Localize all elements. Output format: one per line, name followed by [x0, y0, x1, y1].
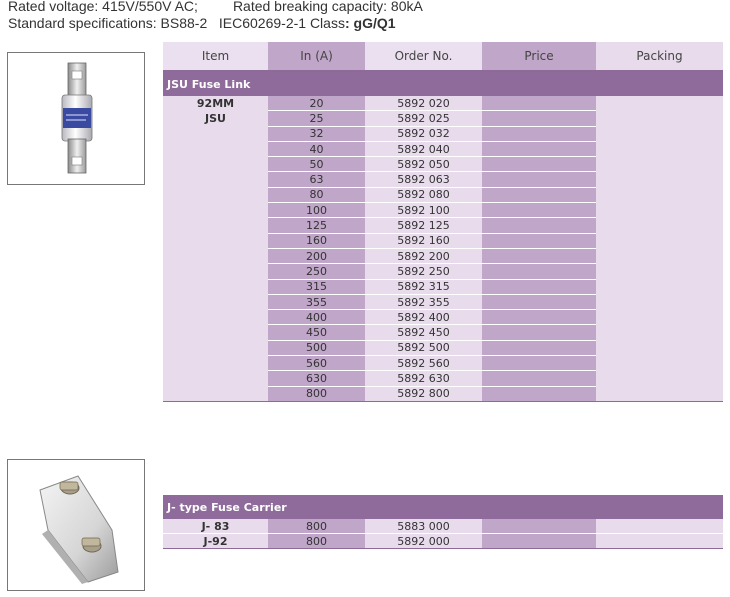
in-cell: 800: [268, 534, 365, 549]
in-cell: 250: [268, 264, 365, 279]
order-no-cell: 5892 080: [365, 187, 482, 202]
table-header-row: [163, 42, 723, 71]
table-row: [163, 294, 723, 309]
price-cell: [482, 371, 596, 386]
table-row: [163, 111, 723, 126]
order-no-cell: 5892 032: [365, 126, 482, 141]
class-value: : gG/Q1: [344, 15, 396, 31]
table-row: [163, 157, 723, 172]
packing-cell: [596, 386, 723, 401]
item-cell: [163, 203, 268, 218]
packing-cell: [596, 126, 723, 141]
item-cell: [163, 126, 268, 141]
packing-cell: [596, 534, 723, 549]
fuse-link-photo: [7, 52, 145, 185]
price-cell: [482, 172, 596, 187]
item-cell: 92MM: [163, 96, 268, 111]
in-cell: 800: [268, 519, 365, 534]
item-cell: [163, 233, 268, 248]
item-cell: [163, 248, 268, 263]
order-no-cell: 5892 315: [365, 279, 482, 294]
table-row: [163, 172, 723, 187]
packing-cell: [596, 264, 723, 279]
order-no-cell: 5892 025: [365, 111, 482, 126]
header-in: In (A): [268, 42, 365, 71]
price-cell: [482, 340, 596, 355]
item-cell: [163, 356, 268, 371]
order-no-cell: 5892 125: [365, 218, 482, 233]
item-cell: [163, 371, 268, 386]
in-cell: 450: [268, 325, 365, 340]
in-cell: 50: [268, 157, 365, 172]
fuse-link-icon: [8, 53, 144, 184]
order-no-cell: 5892 040: [365, 141, 482, 156]
item-cell: [163, 187, 268, 202]
order-no-cell: 5892 160: [365, 233, 482, 248]
in-cell: 630: [268, 371, 365, 386]
rated-voltage: Rated voltage: 415V/550V AC;: [8, 0, 198, 14]
packing-cell: [596, 141, 723, 156]
item-cell: [163, 386, 268, 401]
packing-cell: [596, 111, 723, 126]
table-row: [163, 386, 723, 401]
packing-cell: [596, 371, 723, 386]
price-cell: [482, 157, 596, 172]
table-row: [163, 187, 723, 202]
price-cell: [482, 111, 596, 126]
table-row: [163, 310, 723, 325]
item-cell: [163, 264, 268, 279]
price-cell: [482, 534, 596, 549]
in-cell: 315: [268, 279, 365, 294]
order-no-cell: 5892 400: [365, 310, 482, 325]
header-order-no: Order No.: [365, 42, 482, 71]
order-no-cell: 5883 000: [365, 519, 482, 534]
fuse-carrier-icon: [8, 460, 144, 590]
header-price: Price: [482, 42, 596, 71]
table-row: [163, 218, 723, 233]
order-no-cell: 5892 630: [365, 371, 482, 386]
in-cell: 100: [268, 203, 365, 218]
standard-specifications: Standard specifications: BS88-2 IEC60269-2-1 Class: [8, 15, 345, 31]
table-row: [163, 534, 723, 549]
item-cell: [163, 294, 268, 309]
price-cell: [482, 203, 596, 218]
in-cell: 40: [268, 141, 365, 156]
item-cell: J- 83: [163, 519, 268, 534]
packing-cell: [596, 325, 723, 340]
spec-line-2: [8, 15, 396, 31]
item-cell: [163, 279, 268, 294]
packing-cell: [596, 310, 723, 325]
order-no-cell: 5892 500: [365, 340, 482, 355]
table-row: [163, 96, 723, 111]
item-cell: J-92: [163, 534, 268, 549]
item-cell: [163, 172, 268, 187]
table-row: [163, 126, 723, 141]
rated-breaking-capacity: Rated breaking capacity: 80kA: [232, 0, 423, 14]
header-packing: Packing: [596, 42, 723, 71]
packing-cell: [596, 187, 723, 202]
in-cell: 32: [268, 126, 365, 141]
order-no-cell: 5892 355: [365, 294, 482, 309]
table-row: [163, 203, 723, 218]
order-no-cell: 5892 063: [365, 172, 482, 187]
price-cell: [482, 279, 596, 294]
packing-cell: [596, 157, 723, 172]
price-cell: [482, 233, 596, 248]
in-cell: 125: [268, 218, 365, 233]
packing-cell: [596, 519, 723, 534]
item-cell: [163, 340, 268, 355]
table-row: [163, 325, 723, 340]
price-cell: [482, 96, 596, 111]
price-cell: [482, 386, 596, 401]
fuse-carrier-photo: [7, 459, 145, 591]
price-cell: [482, 325, 596, 340]
price-cell: [482, 310, 596, 325]
packing-cell: [596, 203, 723, 218]
item-cell: [163, 141, 268, 156]
in-cell: 400: [268, 310, 365, 325]
price-cell: [482, 141, 596, 156]
packing-cell: [596, 233, 723, 248]
packing-cell: [596, 294, 723, 309]
section-band-fuse-carrier: [163, 495, 723, 519]
order-no-cell: 5892 200: [365, 248, 482, 263]
order-no-cell: 5892 100: [365, 203, 482, 218]
price-cell: [482, 519, 596, 534]
header-item: Item: [163, 42, 268, 71]
table-row: [163, 141, 723, 156]
in-cell: 25: [268, 111, 365, 126]
fuse-link-table: [163, 42, 723, 402]
packing-cell: [596, 218, 723, 233]
section-title: J- type Fuse Carrier: [163, 495, 723, 519]
packing-cell: [596, 279, 723, 294]
order-no-cell: 5892 050: [365, 157, 482, 172]
section-band-fuse-link: [163, 71, 723, 96]
in-cell: 800: [268, 386, 365, 401]
item-cell: JSU: [163, 111, 268, 126]
price-cell: [482, 126, 596, 141]
packing-cell: [596, 248, 723, 263]
item-cell: [163, 157, 268, 172]
price-cell: [482, 356, 596, 371]
table-row: [163, 279, 723, 294]
price-cell: [482, 294, 596, 309]
in-cell: 355: [268, 294, 365, 309]
packing-cell: [596, 356, 723, 371]
spec-line-1: [8, 0, 423, 14]
order-no-cell: 5892 000: [365, 534, 482, 549]
price-cell: [482, 218, 596, 233]
in-cell: 560: [268, 356, 365, 371]
section-title: JSU Fuse Link: [163, 71, 723, 96]
item-cell: [163, 218, 268, 233]
order-no-cell: 5892 450: [365, 325, 482, 340]
order-no-cell: 5892 250: [365, 264, 482, 279]
in-cell: 80: [268, 187, 365, 202]
item-cell: [163, 325, 268, 340]
table-row: [163, 371, 723, 386]
table-row: [163, 356, 723, 371]
in-cell: 20: [268, 96, 365, 111]
fuse-carrier-table: [163, 495, 723, 549]
packing-cell: [596, 96, 723, 111]
item-cell: [163, 310, 268, 325]
table-row: [163, 248, 723, 263]
table-row: [163, 233, 723, 248]
order-no-cell: 5892 020: [365, 96, 482, 111]
order-no-cell: 5892 560: [365, 356, 482, 371]
table-row: [163, 264, 723, 279]
packing-cell: [596, 172, 723, 187]
packing-cell: [596, 340, 723, 355]
table-row: [163, 340, 723, 355]
table-row: [163, 519, 723, 534]
order-no-cell: 5892 800: [365, 386, 482, 401]
price-cell: [482, 264, 596, 279]
in-cell: 200: [268, 248, 365, 263]
price-cell: [482, 187, 596, 202]
in-cell: 500: [268, 340, 365, 355]
price-cell: [482, 248, 596, 263]
in-cell: 160: [268, 233, 365, 248]
in-cell: 63: [268, 172, 365, 187]
